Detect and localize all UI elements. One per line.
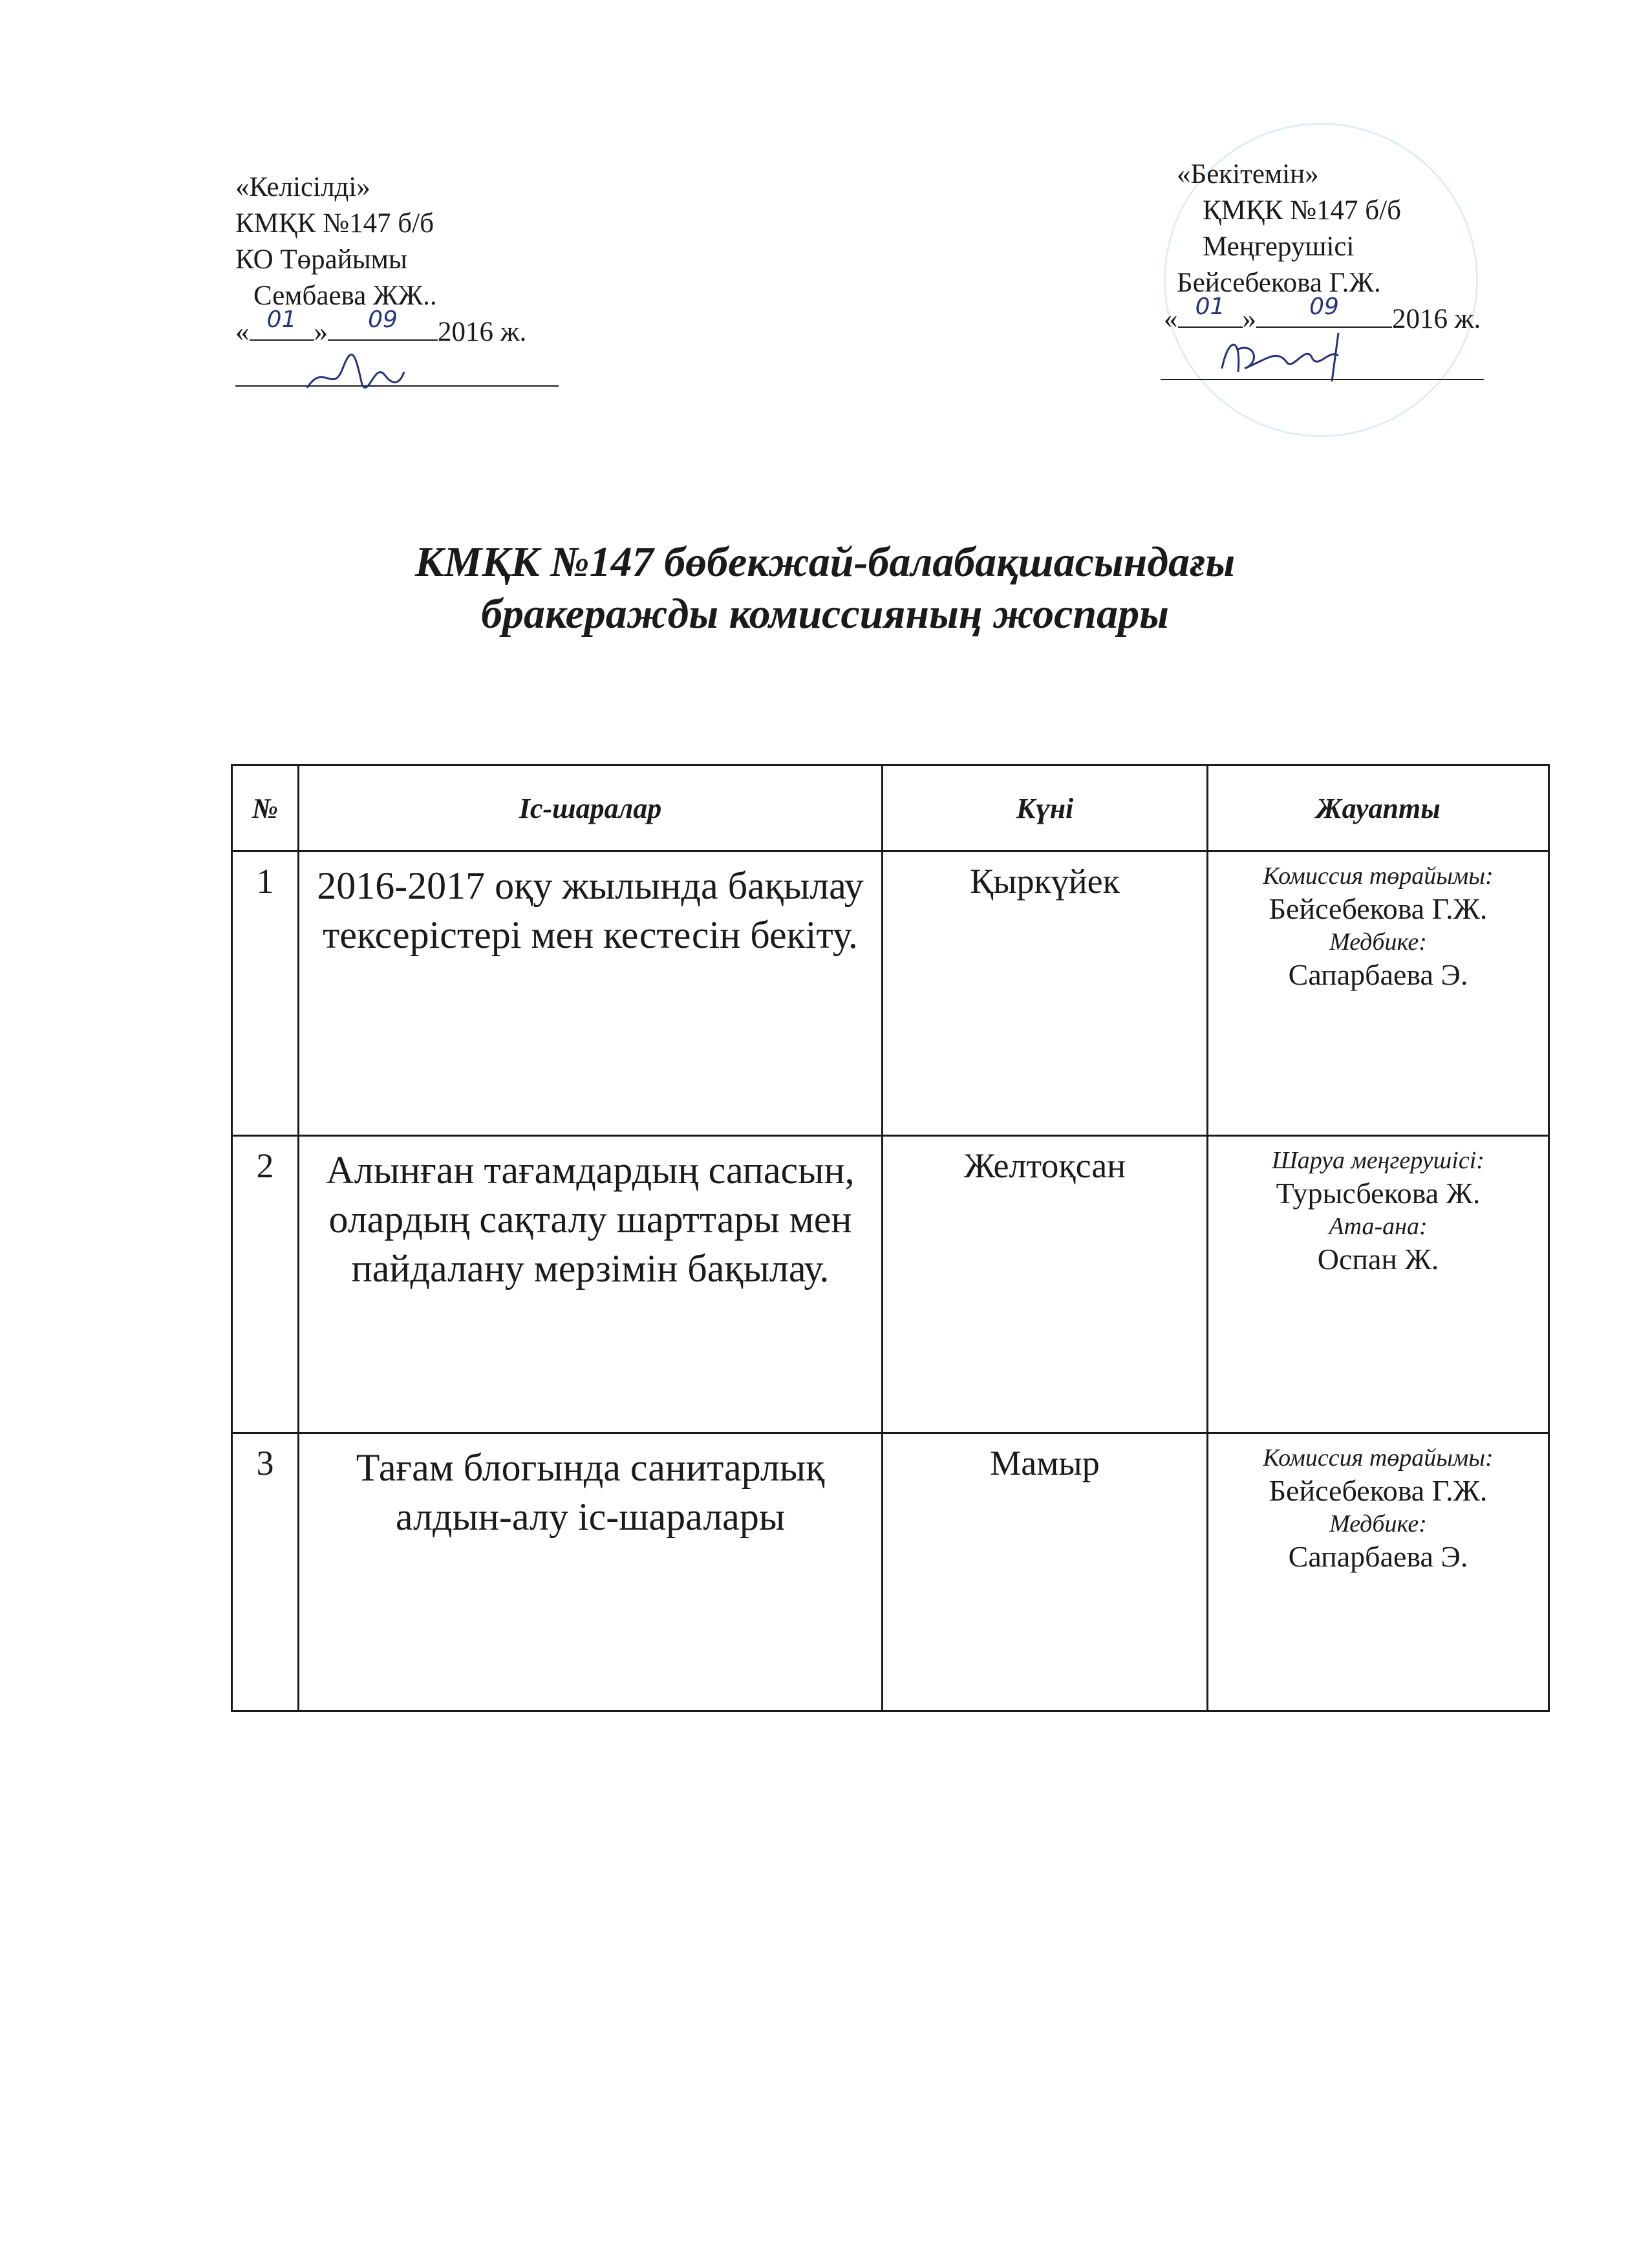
responsible-name: Бейсебекова Г.Ж. <box>1269 892 1488 925</box>
month-blank <box>328 306 438 341</box>
approved-name: Бейсебекова Г.Ж. <box>1177 268 1381 298</box>
header-date: Күні <box>883 765 1208 851</box>
agreed-position: КО Төрайымы <box>235 244 407 275</box>
approved-org: ҚМҚК №147 б/б <box>1203 195 1402 226</box>
approved-block <box>1164 156 1552 337</box>
date-close-quote: » <box>314 317 328 347</box>
table-row <box>232 851 1549 1136</box>
agreed-org: КМҚК №147 б/б <box>235 208 434 239</box>
header-responsible: Жауапты <box>1208 765 1549 851</box>
responsible-role: Ата-ана: <box>1329 1213 1428 1240</box>
title-line-2: бракеражды комиссияның жоспары <box>481 590 1169 637</box>
table-header-row <box>232 765 1549 851</box>
day-handwritten: 01 <box>1195 294 1225 320</box>
row-number: 3 <box>232 1433 299 1711</box>
agreed-name: Сембаева ЖЖ.. <box>253 281 437 311</box>
row-responsible <box>1208 851 1549 1136</box>
date-open-quote: « <box>235 317 250 347</box>
title-line-1: КМҚК №147 бөбекжай-балабақшасындағы <box>414 539 1236 586</box>
responsible-name: Бейсебекова Г.Ж. <box>1269 1474 1488 1507</box>
date-year: 2016 ж. <box>1392 304 1481 334</box>
responsible-role: Комиссия төрайымы: <box>1263 862 1494 890</box>
agreed-date <box>235 306 597 350</box>
approved-position: Меңгерушісі <box>1203 231 1355 262</box>
approved-heading: «Бекітемін» <box>1177 159 1319 189</box>
date-close-quote: » <box>1242 304 1256 334</box>
table-row <box>232 1433 1549 1711</box>
header-num: № <box>232 765 299 851</box>
responsible-role: Медбике: <box>1329 928 1427 956</box>
month-handwritten: 09 <box>1309 294 1339 320</box>
header-activities: Іс-шаралар <box>299 765 883 851</box>
approved-signature-icon <box>1216 323 1384 388</box>
agreed-block <box>235 169 597 350</box>
document-title <box>0 537 1650 640</box>
responsible-role: Шаруа меңгерушісі: <box>1272 1147 1484 1174</box>
row-date: Желтоқсан <box>883 1136 1208 1433</box>
responsible-name: Сапарбаева Э. <box>1288 958 1468 991</box>
row-activity: 2016-2017 оқу жылында бақылау тексерістері мен кестесін бекіту. <box>299 851 883 1136</box>
row-responsible <box>1208 1136 1549 1433</box>
row-date: Мамыр <box>883 1433 1208 1711</box>
agreed-signature-icon <box>304 349 407 401</box>
plan-table <box>231 764 1550 1712</box>
row-number: 1 <box>232 851 299 1136</box>
responsible-role: Комиссия төрайымы: <box>1263 1444 1494 1471</box>
date-year: 2016 ж. <box>438 317 527 347</box>
day-blank <box>250 306 314 341</box>
row-number: 2 <box>232 1136 299 1433</box>
responsible-name: Сапарбаева Э. <box>1288 1540 1468 1573</box>
row-activity: Алынған тағамдардың сапасын, олардың сақталу шарттары мен пайдалану мерзімін бақылау. <box>299 1136 883 1433</box>
date-open-quote: « <box>1164 304 1178 334</box>
responsible-name: Оспан Ж. <box>1317 1243 1439 1276</box>
month-handwritten: 09 <box>368 306 398 333</box>
row-activity: Тағам блогында санитарлық алдын-алу іс-шаралары <box>299 1433 883 1711</box>
responsible-role: Медбике: <box>1329 1510 1427 1537</box>
responsible-name: Турысбекова Ж. <box>1276 1177 1481 1210</box>
row-responsible <box>1208 1433 1549 1711</box>
day-handwritten: 01 <box>266 306 297 333</box>
table-row <box>232 1136 1549 1433</box>
row-date: Қыркүйек <box>883 851 1208 1136</box>
agreed-heading: «Келісілді» <box>235 172 370 202</box>
